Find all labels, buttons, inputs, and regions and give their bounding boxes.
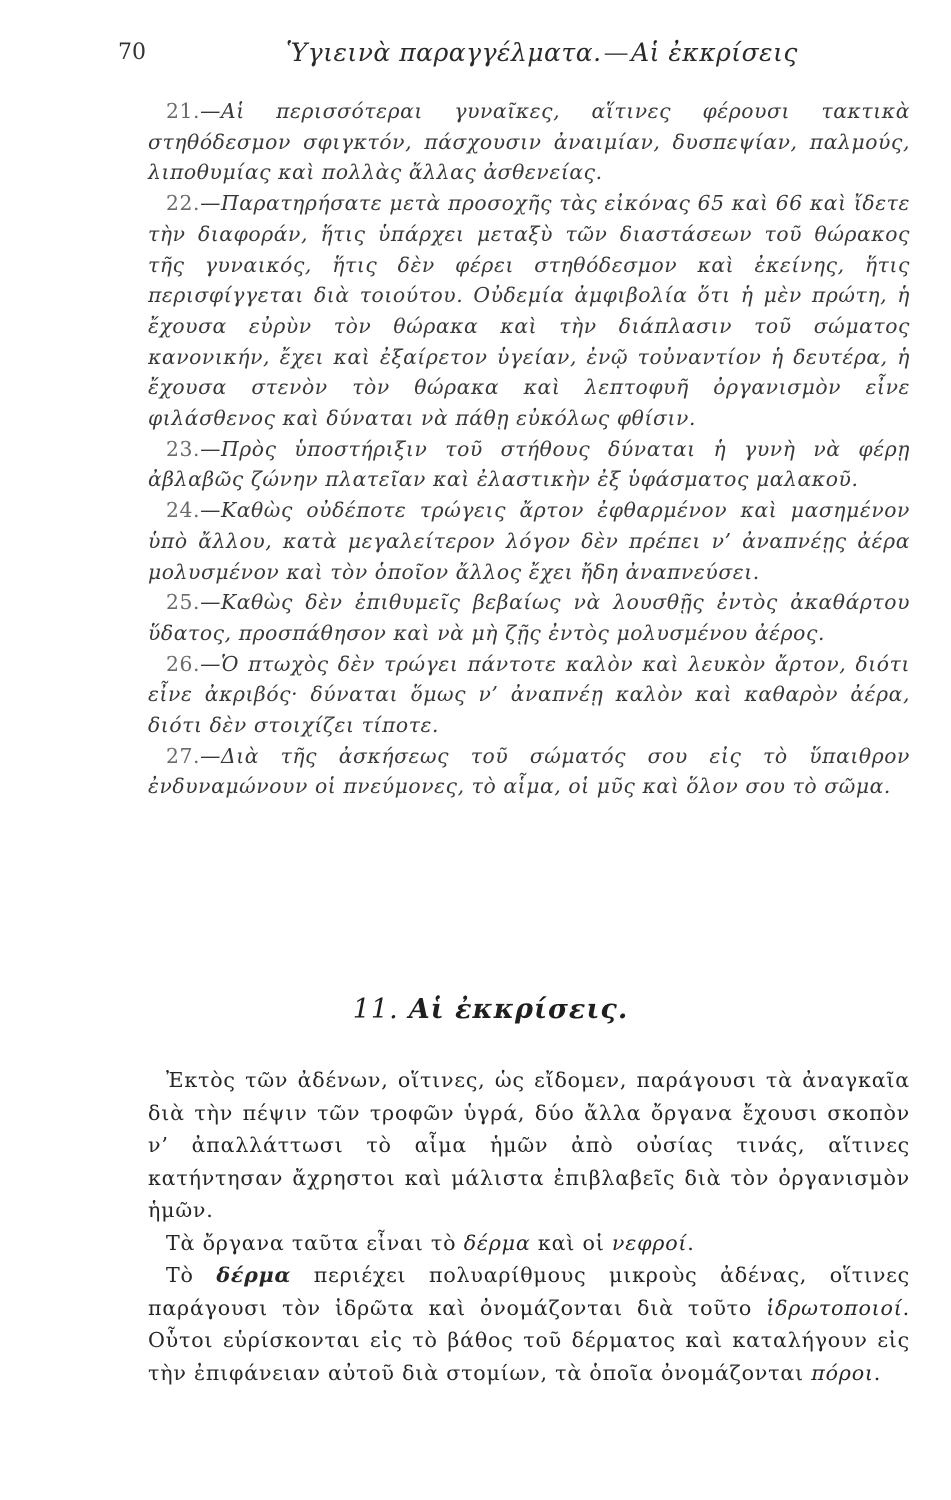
precept-number: 25. [166,590,201,615]
precept-text: —Ὁ πτωχὸς δὲν τρώγει πάντοτε καλὸν καὶ λευκὸν ἄρτον, διότι εἶνε ἀκριβός· δύναται ὅμως ν’ ἀναπνέῃ καλὸν καὶ καθαρὸν ἀέρα, διότι δὲν στοιχίζει τίποτε. [148,651,910,738]
section-number: 11. [352,994,399,1025]
term-sweat-glands: ἱδρωτοποιοί [766,1295,903,1320]
paragraph-3-text: . [873,1360,882,1385]
precept-number: 21. [166,99,201,123]
term-skin: δέρμα [463,1230,531,1255]
running-title-dash: — [603,38,630,67]
paragraph-2-text: . [687,1230,695,1255]
term-pores: πόροι [811,1360,874,1385]
precept-text: —Καθὼς οὐδέποτε τρώγεις ἄρτον ἐφθαρμένον καὶ μασημένον ὑπὸ ἄλλου, κατὰ μεγαλείτερον λόγον δὲν πρέπει ν’ ἀναπνέῃς ἀέρα μολυσμένον καὶ τὸν ὁποῖον ἄλλος ἔχει ἤδη ἀναπνεύσει. [148,498,910,584]
paragraph-3-text: περιέχει πολυαρίθμους μικροὺς ἀδένας, οἵτινες παράγουσι τὸν ἱδρῶτα καὶ ὀνομάζονται διὰ τοῦτο [148,1263,910,1320]
page-number: 70 [118,40,146,65]
paragraph-2-text: Τὰ ὄργανα ταῦτα εἶναι τὸ [166,1230,464,1255]
precept-25 [148,587,910,648]
precept-23 [148,434,910,495]
running-title-left: Ὑγιεινὰ παραγγέλματα. [286,38,602,67]
section-body [148,1064,910,1389]
precept-27 [148,741,910,802]
section-heading [0,994,951,1025]
precept-22 [148,188,910,434]
precept-text: —Καθὼς δὲν ἐπιθυμεῖς βεβαίως νὰ λουσθῇς ἐντὸς ἀκαθάρτου ὕδατος, προσπάθησον καὶ νὰ μὴ ζῇς ἐντὸς μολυσμένου ἀέρος. [148,590,910,645]
term-kidneys: νεφροί [611,1230,688,1255]
precept-number: 22. [166,191,201,216]
precept-text: —Αἱ περισσότεραι γυναῖκες, αἵτινες φέρουσι τακτικὰ στηθόδεσμον σφιγκτόν, πάσχουσιν ἀναιμίαν, δυσπεψίαν, παλμούς, λιποθυμίας καὶ πολλὰς ἄλλας ἀσθενείας. [148,99,910,185]
precept-24 [148,495,910,587]
section-title: Αἱ ἐκκρίσεις. [408,994,629,1025]
running-title [286,38,798,67]
precept-number: 24. [166,498,201,523]
precept-text: —Πρὸς ὑποστήριξιν τοῦ στήθους δύναται ἡ γυνὴ νὰ φέρῃ ἀβλαβῶς ζώνην πλατεῖαν καὶ ἐλαστικὴν ἐξ ὑφάσματος μαλακοῦ. [148,436,910,492]
precept-number: 26. [166,651,201,676]
paragraph-3-text: . Οὗτοι εὑρίσκονται εἰς τὸ βάθος τοῦ δέρματος καὶ καταλήγουν εἰς τὴν ἐπιφάνειαν αὐτοῦ διὰ στομίων, τὰ ὁποῖα ὀνομάζονται [148,1295,910,1385]
precept-21 [148,96,910,188]
term-skin-bold: δέρμα [216,1263,292,1287]
running-title-right: Αἱ ἐκκρίσεις [631,38,798,67]
precept-number: 23. [166,436,201,461]
running-head [118,36,908,76]
precept-text: —Παρατηρήσατε μετὰ προσοχῆς τὰς εἰκόνας 65 καὶ 66 καὶ ἴδετε τὴν διαφοράν, ἥτις ὑπάρχει μεταξὺ τῶν διαστάσεων τοῦ θώρακος τῆς γυναικός, ἥτις δὲν φέρει στηθόδεσμον καὶ ἐκείνης, ἥτις περισφίγγεται διὰ τοιούτου. Οὐδεμία ἀμφιβολία ὅτι ἡ μὲν πρώτη, ἡ ἔχουσα εὐρὺν τὸν θώρακα καὶ τὴν διάπλασιν τοῦ σώματος κανονικήν, ἔχει καὶ ἐξαίρετον ὑγείαν, ἐνῷ τοὐναντίον ἡ δευτέρα, ἡ ἔχουσα στενὸν τὸν θώρακα καὶ λεπτοφυῆ ὀργανισμὸν εἶνε φιλάσθενος καὶ δύναται νὰ πάθῃ εὐκόλως φθίσιν. [148,191,910,431]
precepts-list [148,96,910,802]
precept-number: 27. [166,743,201,768]
paragraph-3 [148,1259,910,1389]
precept-text: —Διὰ τῆς ἀσκήσεως τοῦ σώματός σου εἰς τὸ ὕπαιθρον ἐνδυναμώνουν οἱ πνεύμονες, τὸ αἷμα, οἱ μῦς καὶ ὅλον σου τὸ σῶμα. [148,743,910,799]
paragraph-2-text: καὶ οἱ [530,1230,612,1255]
paragraph-2 [148,1227,910,1260]
precept-26 [148,649,910,741]
paragraph-1: Ἐκτὸς τῶν ἀδένων, οἵτινες, ὡς εἴδομεν, παράγουσι τὰ ἀναγκαῖα διὰ τὴν πέψιν τῶν τροφῶν ὑγρά, δύο ἄλλα ὄργανα ἔχουσι σκοπὸν ν’ ἀπαλλάττωσι τὸ αἷμα ἡμῶν ἀπὸ οὐσίας τινάς, αἵτινες κατήντησαν ἄχρηστοι καὶ μάλιστα ἐπιβλαβεῖς διὰ τὸν ὀργανισμὸν ἡμῶν. [148,1068,910,1222]
paragraph-3-text: Τὸ [166,1263,217,1287]
